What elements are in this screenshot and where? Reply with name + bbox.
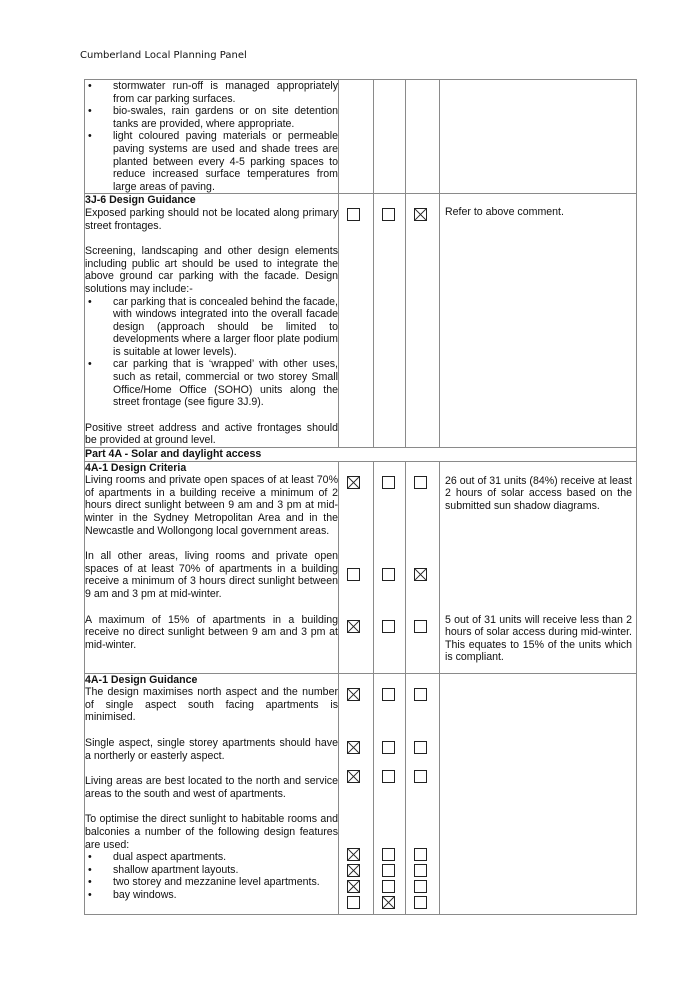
checkbox[interactable] (347, 208, 360, 221)
section-heading: 4A-1 Design Guidance (85, 673, 198, 686)
table-row (85, 448, 637, 462)
requirement-cell (85, 673, 339, 914)
checkbox[interactable] (414, 896, 427, 909)
list-item: • car parking that is concealed behind the facade, with windows integrated into the overall facade design (approach should be limited to developments where a larger floor plate podium is suitable at lower levels). (85, 296, 338, 359)
paragraph: The design maximises north aspect and the number of single aspect south facing apartments is minimised. (85, 686, 338, 724)
requirement-cell (85, 194, 339, 448)
yes-cell (339, 461, 374, 673)
bullet-list (85, 80, 338, 193)
part-heading: Part 4A - Solar and daylight access (85, 448, 637, 462)
checkbox[interactable] (347, 688, 360, 701)
list-item: • light coloured paving materials or permeable paving systems are used and shade trees are planted between every 4-5 parking spaces to reduce increased surface temperatures from large areas of paving. (85, 130, 338, 193)
paragraph: Single aspect, single storey apartments should have a northerly or easterly aspect. (85, 737, 338, 762)
page-header: Cumberland Local Planning Panel (80, 50, 247, 61)
paragraph: Living areas are best located to the north and service areas to the south and west of apartments. (85, 775, 338, 800)
section-heading: 4A-1 Design Criteria (85, 461, 187, 474)
list-item: • bio-swales, rain gardens or on site detention tanks are provided, where appropriate. (85, 105, 338, 130)
bullet-list (85, 296, 338, 409)
checkbox[interactable] (382, 476, 395, 489)
requirement-cell (85, 80, 339, 194)
yes-cell (339, 80, 374, 194)
list-item: • shallow apartment layouts. (85, 864, 338, 877)
table-row (85, 461, 637, 673)
table-row (85, 80, 637, 194)
checkbox[interactable] (382, 208, 395, 221)
paragraph: Living rooms and private open spaces of at least 70% of apartments in a building receive a minimum of 2 hours direct sunlight between 9 am and 3 pm at mid-winter in the Sydney Metropolitan Area and in the Newcastle and Wollongong local government areas. (85, 474, 338, 537)
checkbox[interactable] (414, 620, 427, 633)
bullet-list (85, 851, 338, 901)
checkbox[interactable] (382, 848, 395, 861)
list-item: • dual aspect apartments. (85, 851, 338, 864)
checkbox[interactable] (382, 896, 395, 909)
compliance-table (84, 79, 637, 915)
checkbox[interactable] (347, 770, 360, 783)
paragraph: Exposed parking should not be located along primary street frontages. (85, 206, 338, 232)
list-item: • stormwater run-off is managed appropriately from car parking surfaces. (85, 80, 338, 105)
section-heading: 3J-6 Design Guidance (85, 194, 196, 207)
comment-cell (440, 461, 637, 673)
no-cell (374, 194, 406, 448)
checkbox[interactable] (414, 864, 427, 877)
no-cell (374, 461, 406, 673)
checkbox[interactable] (414, 880, 427, 893)
checkbox[interactable] (347, 880, 360, 893)
paragraph: Positive street address and active frontages should be provided at ground level. (85, 421, 338, 447)
comment-text: 5 out of 31 units will receive less than 2 hours of solar access during mid-winter. This equates to 15% of the units which is compliant. (445, 613, 632, 664)
comment-cell (440, 673, 637, 914)
checkbox[interactable] (414, 568, 427, 581)
yes-cell (339, 194, 374, 448)
list-item: • bay windows. (85, 889, 338, 902)
comment-cell (440, 194, 637, 448)
checkbox[interactable] (347, 741, 360, 754)
checkbox[interactable] (414, 476, 427, 489)
na-cell (406, 194, 440, 448)
checkbox[interactable] (414, 208, 427, 221)
na-cell (406, 461, 440, 673)
checkbox[interactable] (347, 476, 360, 489)
list-item: • two storey and mezzanine level apartments. (85, 876, 338, 889)
paragraph: A maximum of 15% of apartments in a building receive no direct sunlight between 9 am and 3 pm at mid-winter. (85, 613, 338, 651)
no-cell (374, 673, 406, 914)
checkbox[interactable] (347, 620, 360, 633)
table-row (85, 673, 637, 914)
paragraph: In all other areas, living rooms and private open spaces of at least 70% of apartments in a building receive a minimum of 3 hours direct sunlight between 9 am and 3 pm at mid-winter. (85, 550, 338, 600)
checkbox[interactable] (414, 770, 427, 783)
list-item: • car parking that is ‘wrapped’ with other uses, such as retail, commercial or two storey Small Office/Home Office (SOHO) units along the street frontage (see figure 3J.9). (85, 358, 338, 408)
requirement-cell (85, 461, 339, 673)
na-cell (406, 673, 440, 914)
yes-cell (339, 673, 374, 914)
na-cell (406, 80, 440, 194)
checkbox[interactable] (382, 568, 395, 581)
checkbox[interactable] (382, 770, 395, 783)
checkbox[interactable] (382, 620, 395, 633)
table-row (85, 194, 637, 448)
checkbox[interactable] (382, 741, 395, 754)
comment-cell (440, 80, 637, 194)
checkbox[interactable] (347, 864, 360, 877)
comment-text: Refer to above comment. (445, 206, 564, 219)
paragraph: To optimise the direct sunlight to habitable rooms and balconies a number of the following design features are used: (85, 813, 338, 851)
checkbox[interactable] (382, 880, 395, 893)
comment-text: 26 out of 31 units (84%) receive at least 2 hours of solar access based on the submitted sun shadow diagrams. (445, 474, 632, 512)
paragraph: Screening, landscaping and other design elements including public art should be used to integrate the above ground car parking with the facade. Design solutions may include:- (85, 245, 338, 295)
checkbox[interactable] (347, 568, 360, 581)
checkbox[interactable] (382, 688, 395, 701)
checkbox[interactable] (414, 688, 427, 701)
checkbox[interactable] (382, 864, 395, 877)
checkbox[interactable] (414, 848, 427, 861)
no-cell (374, 80, 406, 194)
checkbox[interactable] (347, 896, 360, 909)
checkbox[interactable] (347, 848, 360, 861)
checkbox[interactable] (414, 741, 427, 754)
